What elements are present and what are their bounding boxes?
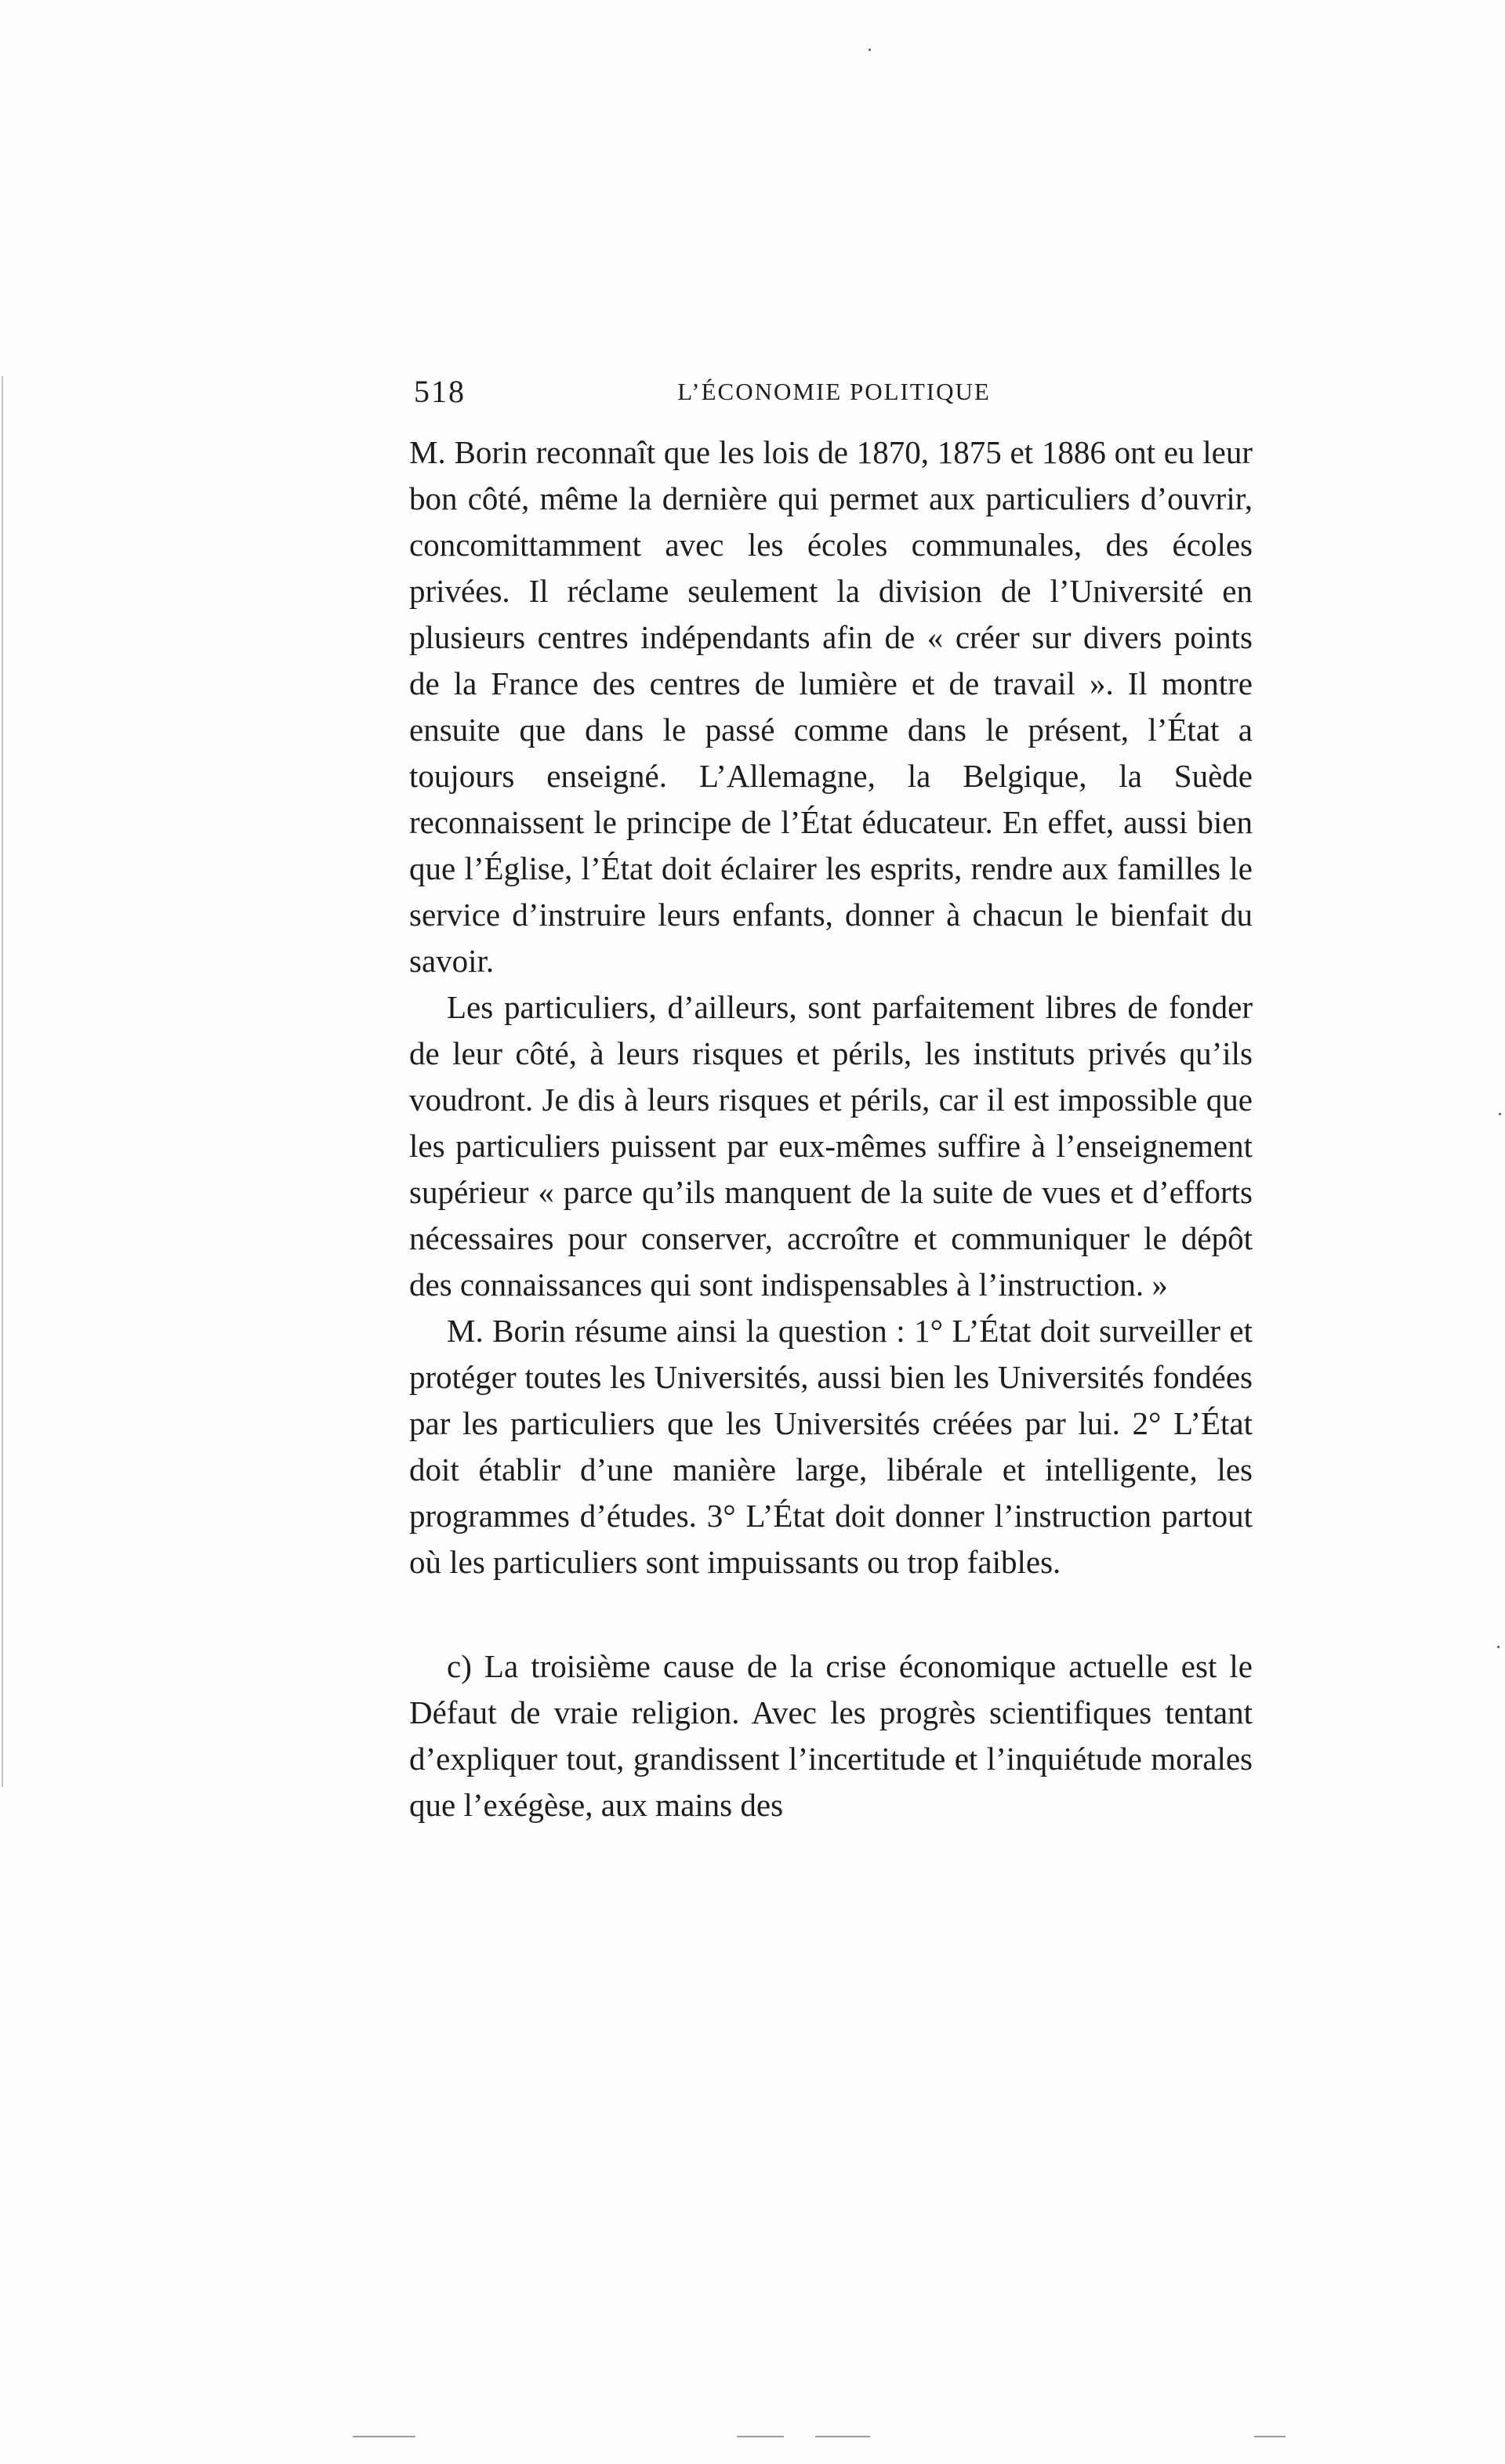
scan-bottom-mark — [815, 2436, 870, 2437]
body-text — [409, 429, 1253, 1828]
scan-left-edge-shadow — [2, 376, 3, 1787]
scan-bottom-mark — [1254, 2436, 1286, 2437]
paragraph-private-institutes: Les particuliers, d’ailleurs, sont parfaitement libres de fonder de leur côté, à leurs risques et périls, les instituts privés qu’ils voudront. Je dis à leurs risques et périls, car il est impossible que les particuliers puissent par eux-mêmes suffire à l’enseignement supérieur « parce qu’ils manquent de la suite de vues et d’efforts nécessaires pour conserver, accroître et communiquer le dépôt des connaissances qui sont indispensables à l’instruction. » — [409, 989, 1253, 1303]
running-title: L’ÉCONOMIE POLITIQUE — [677, 378, 991, 405]
paragraph-borin-summary: M. Borin résume ainsi la question : 1° L’État doit surveiller et protéger toutes les Universités, aussi bien les Universités fondées par les particuliers que les Universités créées par lui. 2° L’État doit établir d’une manière large, libérale et intelligente, les programmes d’études. 3° L’État doit donner l’instruction partout où les particuliers sont impuissants ou trop faibles. — [409, 1313, 1253, 1580]
paragraph-borin-universities: M. Borin reconnaît que les lois de 1870, 1875 et 1886 ont eu leur bon côté, même la dernière qui permet aux particuliers d’ouvrir, concomittamment avec les écoles communales, des écoles privées. Il réclame seulement la division de l’Université en plusieurs centres indépendants afin de « créer sur divers points de la France des centres de lumière et de travail ». Il montre ensuite que dans le passé comme dans le présent, l’État a toujours enseigné. L’Allemagne, la Belgique, la Suède reconnaissent le principe de l’État éducateur. En effet, aussi bien que l’Église, l’État doit éclairer les esprits, rendre aux familles le service d’instruire leurs enfants, donner à chacun le bienfait du savoir. — [409, 434, 1253, 979]
scan-speck — [869, 49, 871, 51]
paragraph-third-cause: c) La troisième cause de la crise économique actuelle est le Défaut de vraie religion. Avec les progrès scientifiques tentant d’expliquer tout, grandissent l’incertitude et l’inquiétude morales que l’exégèse, aux mains des — [409, 1648, 1253, 1823]
page-header — [414, 368, 1254, 415]
scan-bottom-mark — [353, 2436, 415, 2437]
scan-speck — [1499, 1113, 1501, 1115]
page-number: 518 — [414, 374, 466, 409]
scan-speck — [1497, 1646, 1500, 1648]
scan-bottom-mark — [737, 2436, 784, 2437]
